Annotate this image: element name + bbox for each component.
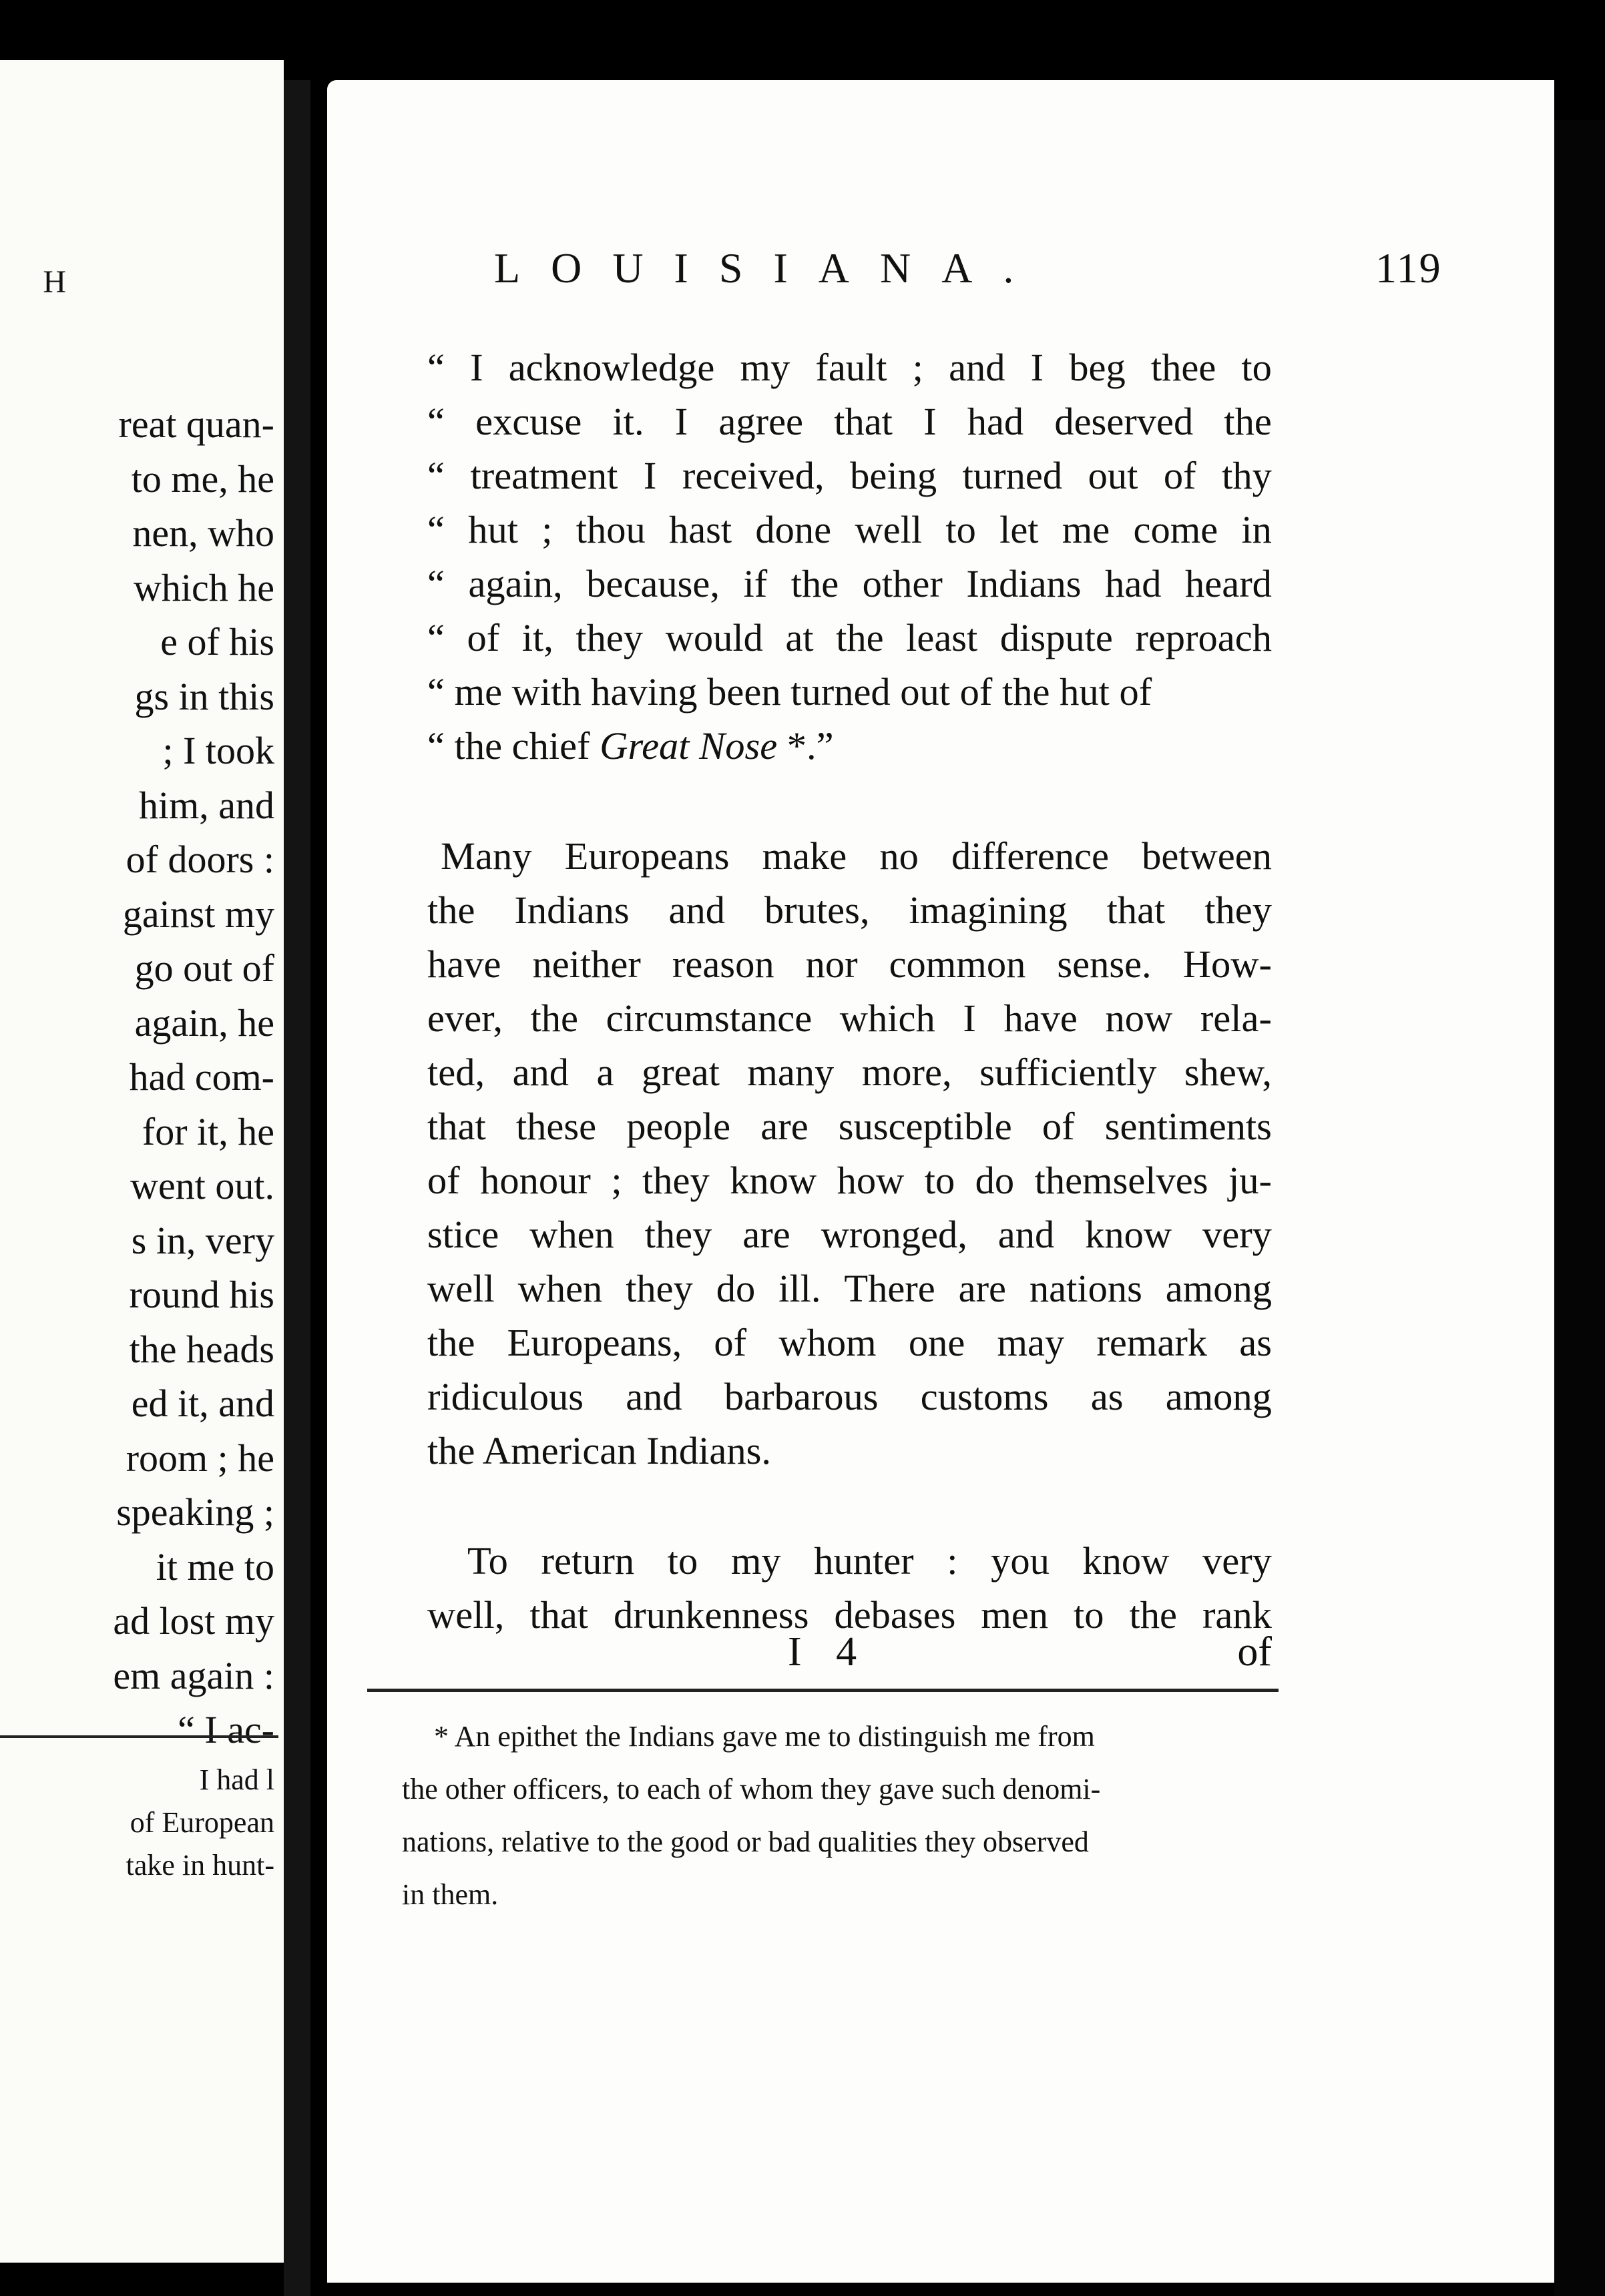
word: ; [541,508,553,551]
word: Many [441,834,532,878]
word: and [997,1213,1055,1256]
word: “ [427,346,445,389]
word: no [879,834,919,878]
footnote-rule [367,1689,1279,1692]
word: of [467,616,500,659]
left-text-line: em again : [113,1653,274,1697]
text-line [427,937,1272,991]
word: thy [1222,454,1272,497]
text-line-chief [427,719,1272,773]
word: Europeans [564,834,730,878]
word: it, [521,616,553,659]
left-text-line: round his [129,1273,274,1316]
word: rank [1202,1593,1272,1637]
page-number: 119 [1375,244,1442,292]
word: difference [951,834,1109,878]
word: are [760,1105,809,1148]
word: and [668,888,725,932]
word: let [999,508,1039,551]
word: I [1030,346,1044,389]
word: the [1129,1593,1177,1637]
left-footnote-line: of European [130,1806,274,1839]
body-text [427,340,1272,1642]
word: sentiments [1104,1105,1272,1148]
word: had [1105,562,1162,605]
left-running-head: H [43,264,70,300]
word: more, [861,1051,952,1094]
word: in [1241,508,1272,551]
text-line [427,449,1272,503]
word: at [785,616,814,659]
word: ever, [427,996,503,1040]
chief-prefix: “ the chief [427,724,600,768]
left-text-line: e of his [160,620,274,663]
word: which [839,996,935,1040]
word: among [1165,1375,1272,1418]
word: fault [815,346,887,389]
word: that [834,400,893,443]
catchword: of [1237,1629,1272,1675]
left-text-line: the heads [129,1327,274,1371]
text-line [427,394,1272,449]
left-footnote-line: take in hunt- [126,1849,274,1882]
text-line [427,883,1272,937]
left-footnote-line: I had l [199,1763,274,1796]
word: as [1239,1321,1272,1364]
word: people [626,1105,731,1148]
word: they [576,616,644,659]
right-page [327,80,1554,2283]
word: acknowledge [508,346,715,389]
left-text-line: ; I took [162,729,274,772]
word: I [643,454,657,497]
left-text-line: reat quan- [118,402,274,446]
word: being [850,454,937,497]
word: Europeans, [507,1321,682,1364]
book-gutter [284,80,310,2296]
left-page-fragment [0,60,284,2263]
text-line [427,1316,1272,1370]
word: my [740,346,790,389]
word: shew, [1184,1051,1272,1094]
text-line [427,1261,1272,1316]
word: Indians [966,562,1082,605]
word: I [470,346,483,389]
word: neither [532,942,641,986]
left-text-line: “ I ac- [178,1708,274,1751]
word: come [1133,508,1218,551]
left-footnote [126,1759,274,1887]
word: to [1241,346,1272,389]
left-text-line: gs in this [134,674,274,718]
text-line [427,1370,1272,1424]
word: men [981,1593,1049,1637]
word: barbarous [724,1375,879,1418]
text-line [427,1534,1272,1588]
word: as [1090,1375,1124,1418]
word: have [427,942,501,986]
text-line [427,1153,1272,1207]
word: when [529,1213,614,1256]
word: well, [427,1593,505,1637]
word: treatment [470,454,618,497]
word: know [1082,1539,1170,1583]
word: themselves [1034,1159,1208,1202]
text-line [427,1099,1272,1153]
word: “ [427,454,445,497]
text-line [427,1207,1272,1261]
word: common [889,942,1026,986]
text-line [427,611,1272,665]
word: the [836,616,884,659]
word: the [427,1321,475,1364]
word: debases [834,1593,956,1637]
word: how [837,1159,905,1202]
word: thou [576,508,646,551]
word: they [642,1159,710,1202]
left-text-line: which he [134,565,274,609]
word: sufficiently [979,1051,1157,1094]
word: it. [612,400,644,443]
footnote [402,1710,1279,1921]
footnote-line: * An epithet the Indians gave me to distinguish me from [434,1720,1095,1753]
word: many [747,1051,835,1094]
text-line: the American Indians. [427,1429,771,1472]
left-text-line: it me to [156,1544,274,1589]
paragraph-gap [427,1478,1272,1534]
word: very [1202,1213,1272,1256]
word: you [991,1539,1050,1583]
word: How- [1182,942,1272,986]
word: and [949,346,1005,389]
left-text-line: s in, very [131,1218,274,1262]
left-text-line: room ; he [126,1436,274,1480]
word: ridiculous [427,1375,584,1418]
word: to [667,1539,698,1583]
word: reproach [1135,616,1272,659]
word: I [963,996,976,1040]
text-line: “ me with having been turned out of the hut of [427,670,1152,713]
word: Indians [514,888,630,932]
word: done [755,508,832,551]
word: customs [920,1375,1049,1418]
paragraph-gap [427,773,1272,829]
word: ill. [778,1267,821,1310]
word: hut [468,508,518,551]
word: when [517,1267,603,1310]
left-page-text [113,397,274,1757]
word: return [541,1539,635,1583]
word: To [467,1539,508,1583]
word: do [975,1159,1015,1202]
word: hast [668,508,732,551]
chief-suffix: *.” [777,724,834,768]
left-text-line: speaking ; [116,1490,274,1534]
word: nations [1029,1267,1142,1310]
word: remark [1096,1321,1208,1364]
word: may [997,1321,1065,1364]
left-text-line: of doors : [126,838,274,881]
word: well [427,1267,495,1310]
word: know [1085,1213,1172,1256]
word: reason [672,942,774,986]
word: they [1204,888,1272,932]
word: of [714,1321,747,1364]
word: of [1042,1105,1075,1148]
word: agree [718,400,804,443]
word: : [947,1539,958,1583]
word: that [427,1105,486,1148]
word: I [674,400,688,443]
word: to [1074,1593,1104,1637]
word: me [1062,508,1110,551]
text-line [427,503,1272,557]
word: had [967,400,1024,443]
word: excuse [475,400,582,443]
word: out [1088,454,1138,497]
left-text-line: nen, who [132,511,274,555]
word: and [512,1051,569,1094]
word: would [665,616,763,659]
word: that [1106,888,1166,932]
word: of [427,1159,460,1202]
left-text-line: gainst my [122,892,274,936]
word: among [1165,1267,1272,1310]
word: ted, [427,1051,485,1094]
word: a [596,1051,614,1094]
word: are [742,1213,790,1256]
word: well [855,508,923,551]
word: other [862,562,943,605]
word: thee [1150,346,1216,389]
word: ; [611,1159,622,1202]
word: do [716,1267,756,1310]
word: susceptible [838,1105,1012,1148]
word: imagining [909,888,1068,932]
word: my [730,1539,781,1583]
word: great [641,1051,720,1094]
word: “ [427,508,445,551]
word: heard [1185,562,1272,605]
word: these [515,1105,597,1148]
word: nor [805,942,858,986]
word: honour [480,1159,591,1202]
left-text-line: go out of [134,946,274,990]
word: whom [778,1321,877,1364]
word: the [427,888,475,932]
page-edge-shadow [1554,120,1605,2296]
word: circumstance [606,996,813,1040]
chief-name: Great Nose [600,724,778,768]
word: one [908,1321,965,1364]
word: between [1142,834,1272,878]
word: hunter [814,1539,914,1583]
left-footnote-rule [0,1735,278,1738]
word: brutes, [764,888,870,932]
word: the [790,562,839,605]
word: “ [427,616,445,659]
left-text-line: him, and [139,783,274,827]
signature-mark: I 4 [788,1629,869,1675]
word: because, [586,562,720,605]
word: beg [1069,346,1126,389]
text-line [427,340,1272,394]
word: turned [962,454,1063,497]
word: the [530,996,579,1040]
text-line [427,557,1272,611]
word: to [945,508,976,551]
word: to [924,1159,955,1202]
word: sense. [1057,942,1152,986]
left-text-line: ad lost my [113,1599,274,1643]
word: “ [427,400,445,443]
word: least [906,616,978,659]
text-line [427,1045,1272,1099]
word: now [1105,996,1173,1040]
word: ; [912,346,923,389]
left-text-line: for it, he [142,1109,274,1153]
word: they [644,1213,712,1256]
word: very [1202,1539,1272,1583]
word: if [743,562,768,605]
word: “ [427,562,445,605]
running-title: LOUISIANA. [494,244,1045,292]
word: they [626,1267,693,1310]
word: rela- [1200,996,1272,1040]
word: and [626,1375,682,1418]
footnote-line: in them. [402,1878,499,1911]
word: that [529,1593,589,1637]
word: make [762,834,847,878]
left-text-line: had com- [129,1055,274,1099]
word: the [1224,400,1272,443]
word: of [1163,454,1196,497]
word: stice [427,1213,499,1256]
footnote-line: the other officers, to each of whom they gave such denomi- [402,1773,1101,1805]
footnote-line: nations, relative to the good or bad qualities they observed [402,1825,1089,1858]
word: There [844,1267,935,1310]
word: have [1003,996,1078,1040]
signature-row [427,1629,1272,1683]
word: again, [468,562,563,605]
word: drunkenness [614,1593,809,1637]
word: know [730,1159,817,1202]
left-text-line: to me, he [131,457,274,501]
word: are [958,1267,1007,1310]
word: wronged, [821,1213,967,1256]
word: deserved [1054,400,1194,443]
text-line [427,991,1272,1045]
left-text-line: went out. [130,1164,274,1207]
word: ju- [1228,1159,1272,1202]
word: dispute [999,616,1113,659]
left-text-line: ed it, and [131,1382,274,1425]
word: I [923,400,937,443]
word: received, [682,454,825,497]
left-text-line: again, he [134,1000,274,1045]
text-line [427,829,1272,883]
